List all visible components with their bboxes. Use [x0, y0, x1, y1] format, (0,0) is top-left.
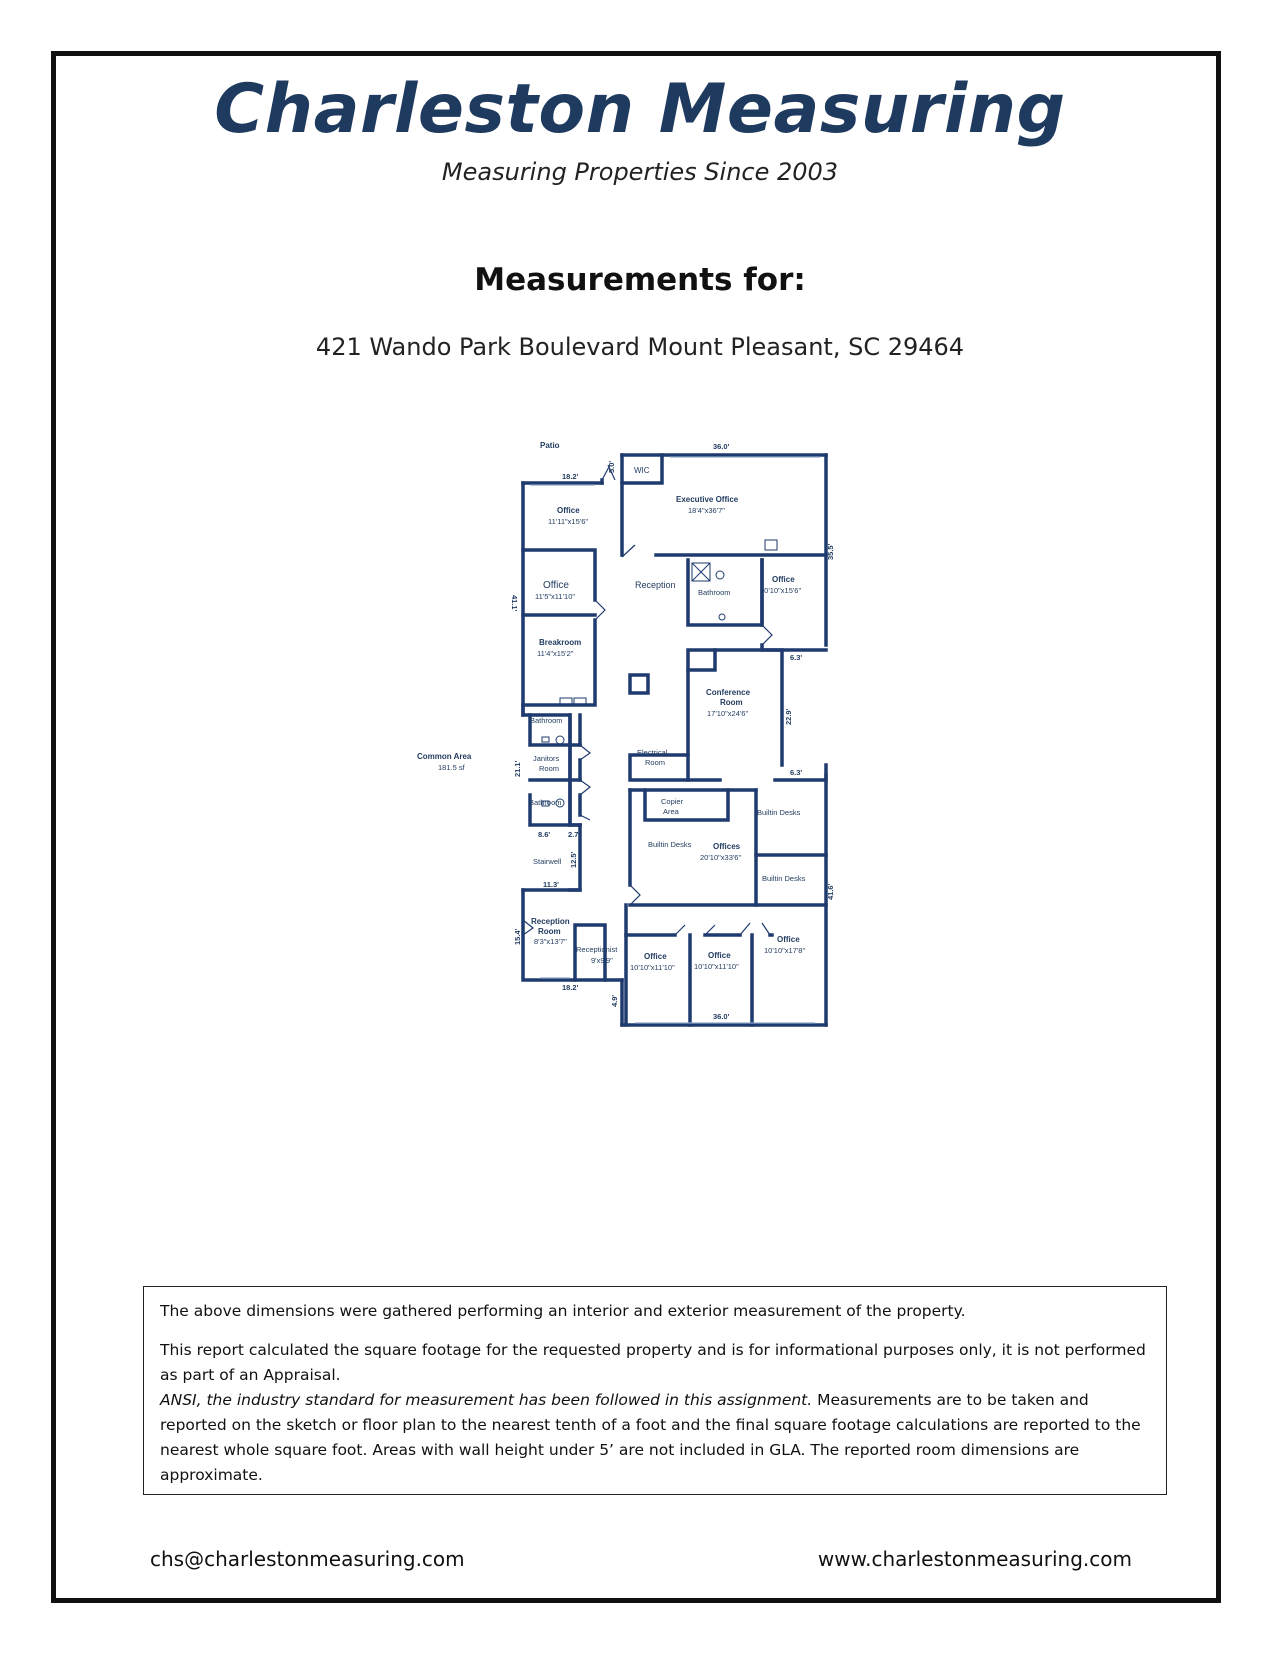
label-bathroom-main: Bathroom: [698, 588, 731, 597]
label-patio: Patio: [540, 441, 560, 450]
dim-bottom-36: 36.0': [713, 1012, 730, 1021]
dim-top-36: 36.0': [713, 442, 730, 451]
disclaimer-p1: The above dimensions were gathered performing an interior and exterior measurement of the property.: [160, 1302, 966, 1320]
wall-conf-inner: [688, 650, 715, 670]
footer-website[interactable]: www.charlestonmeasuring.com: [817, 1547, 1132, 1571]
label-copier-1: Copier: [661, 797, 684, 806]
label-reception-room-dim: 8'3"x13'7": [534, 937, 567, 946]
disclaimer-p3: [160, 1388, 1150, 1488]
label-bathroom-b: Bathroom: [529, 798, 562, 807]
label-receptionist: Receptionist: [576, 945, 618, 954]
label-reception-room-2: Room: [538, 927, 561, 936]
footer-email[interactable]: chs@charlestonmeasuring.com: [150, 1547, 465, 1571]
dim-right-6b: 6.3': [790, 768, 803, 777]
dim-right-41-6: 41.6': [826, 883, 835, 900]
label-copier-2: Area: [663, 807, 679, 816]
dim-left-15-4: 15.4': [513, 928, 522, 945]
label-office4: Office: [644, 952, 667, 961]
label-common-area: Common Area: [417, 752, 472, 761]
label-office3: Office: [772, 575, 795, 584]
label-office5-dim: 10'10"x11'10": [694, 962, 739, 971]
wall-offices-top: [630, 775, 826, 790]
dim-12-5: 12.5': [569, 851, 578, 868]
label-builtin-desks-b: Builtin Desks: [648, 840, 692, 849]
label-bathroom-a: Bathroom: [530, 716, 563, 725]
label-office4-dim: 10'10"x11'10": [630, 963, 675, 972]
measurements-heading: Measurements for:: [474, 262, 806, 298]
label-exec-office: Executive Office: [676, 495, 739, 504]
wall-office3: [762, 560, 826, 650]
wall-bathroom-stack: [570, 715, 580, 825]
wall-builtin-right: [756, 790, 826, 855]
label-conference-1: Conference: [706, 688, 751, 697]
label-wic: WIC: [634, 466, 650, 475]
dim-bottom-18: 18.2': [562, 983, 579, 992]
dim-right-22: 22.9': [784, 708, 793, 725]
property-address: 421 Wando Park Boulevard Mount Pleasant, SC 29464: [315, 333, 965, 361]
label-offices: Offices: [713, 842, 741, 851]
label-electrical-2: Room: [645, 758, 666, 767]
label-office5: Office: [708, 951, 731, 960]
wall-small-box: [630, 675, 648, 693]
label-common-area-sf: 181.5 sf: [438, 763, 465, 772]
label-conference-dim: 17'10"x24'6": [707, 709, 749, 718]
label-receptionist-dim: 9'x9'9": [591, 956, 613, 965]
disclaimer-ansi-note: ANSI, the industry standard for measurement has been followed in this assignment.: [160, 1391, 813, 1409]
dim-left-21: 21.1': [513, 760, 522, 777]
label-janitors-1: Janitors: [533, 754, 560, 763]
dim-2-7: 2.7': [568, 830, 581, 839]
label-electrical-1: Electrical: [637, 748, 668, 757]
label-offices-dim: 20'10"x33'6": [700, 853, 742, 862]
floor-plan: [417, 435, 850, 1030]
label-reception: Reception: [635, 580, 676, 590]
dim-right-35: 35.5': [826, 543, 835, 560]
label-exec-office-dim: 18'4"x36'7": [688, 506, 725, 515]
dim-bottom-4-9: 4.9': [610, 994, 619, 1007]
label-office2: Office: [543, 580, 569, 591]
label-office1-dim: 11'11"x15'6": [548, 517, 589, 526]
label-office6: Office: [777, 935, 800, 944]
dim-right-6a: 6.3': [790, 653, 803, 662]
dim-11-3: 11.3': [543, 880, 559, 889]
label-breakroom: Breakroom: [539, 638, 582, 647]
label-builtin-desks-c: Builtin Desks: [762, 874, 806, 883]
label-conference-2: Room: [720, 698, 743, 707]
dim-top-18: 18.2': [562, 472, 579, 481]
disclaimer-p3-rest: Measurements are to be taken and reported on the sketch or floor plan to the nearest tenth of a foot and the final square footage calculations are reported to the nearest whole square foot. Areas with wall height under 5’ are not included in GLA. The reported room dimensions are approximate.: [160, 1391, 1141, 1484]
wall-copier: [645, 790, 728, 820]
label-office1: Office: [557, 506, 580, 515]
label-builtin-desks-a: Builtin Desks: [757, 808, 801, 817]
disclaimer-box: [143, 1286, 1167, 1495]
disclaimer-p2: This report calculated the square footage for the requested property and is for informational purposes only, it is not performed as part of an Appraisal.: [160, 1341, 1146, 1384]
label-office3-dim: 10'10"x15'6": [760, 586, 802, 595]
label-office6-dim: 10'10"x17'8": [764, 946, 806, 955]
dim-8-6: 8.6': [538, 830, 551, 839]
label-office2-dim: 11'5"x11'10": [535, 592, 576, 601]
label-janitors-2: Room: [539, 764, 560, 773]
label-reception-room-1: Reception: [531, 917, 570, 926]
wall-office2: [523, 550, 595, 705]
dim-left-41: 41.1': [510, 595, 519, 612]
brand-title: Charleston Measuring: [214, 70, 1066, 149]
brand-tagline: Measuring Properties Since 2003: [441, 158, 839, 186]
dim-top-5: 5.0': [607, 460, 616, 473]
label-breakroom-dim: 11'4"x15'2": [537, 649, 574, 658]
label-stairwell: Stairwell: [533, 857, 562, 866]
